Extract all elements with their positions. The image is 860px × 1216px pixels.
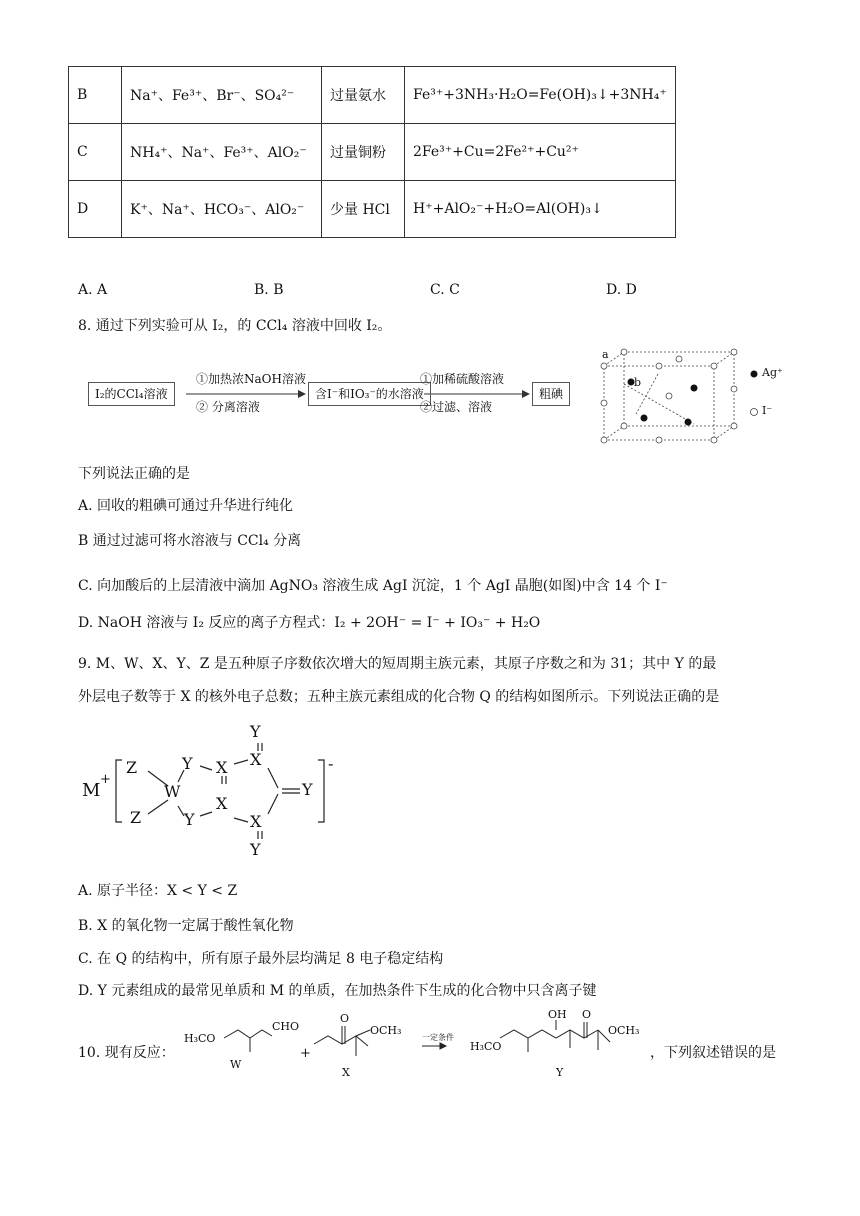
option-letter: D: [69, 181, 122, 238]
structure-X-2: X: [216, 794, 228, 813]
structure-X-1: X: [216, 758, 228, 777]
q8-figure: [78, 340, 838, 450]
flow-step-1a: ①加热浓NaOH溶液: [196, 372, 306, 386]
plus-sign: +: [300, 1046, 311, 1061]
w-label: W: [230, 1058, 242, 1071]
table-row: [69, 181, 676, 238]
x-label: X: [342, 1066, 350, 1079]
flow-step-2b: ②过滤、溶液: [420, 400, 493, 414]
q8-option-c: C. 向加酸后的上层清液中滴加 AgNO₃ 溶液生成 AgI 沉淀，1 个 AgI 晶胞(如图)中含 14 个 I⁻: [78, 578, 668, 594]
choice-d: D. D: [606, 282, 637, 298]
q9-option-b: B. X 的氧化物一定属于酸性氧化物: [78, 918, 294, 934]
flow-box-3: 粗碘: [532, 382, 570, 406]
ion-group: NH₄⁺、Na⁺、Fe³⁺、AlO₂⁻: [122, 124, 322, 181]
q9-option-c: C. 在 Q 的结构中，所有原子最外层均满足 8 电子稳定结构: [78, 951, 444, 967]
crystal-label-b: b: [634, 376, 642, 389]
y-o: O: [582, 1008, 592, 1021]
reaction-condition: 一定条件: [422, 1033, 454, 1042]
ionic-equation: Fe³⁺+3NH₃·H₂O=Fe(OH)₃↓+3NH₄⁺: [405, 67, 676, 124]
q8-option-d: D. NaOH 溶液与 I₂ 反应的离子方程式：I₂ + 2OH⁻ = I⁻ + IO₃⁻ + H₂O: [78, 615, 541, 631]
table-row: [69, 124, 676, 181]
q9-option-d: D. Y 元素组成的最常见单质和 M 的单质，在加热条件下生成的化合物中只含离子键: [78, 983, 597, 999]
q8-option-a: A. 回收的粗碘可通过升华进行纯化: [78, 498, 294, 514]
structure-W: W: [164, 782, 181, 801]
y-och3: OCH₃: [608, 1024, 640, 1037]
y-oh: OH: [548, 1008, 567, 1021]
q8-stem: 8. 通过下列实验可从 I₂，的 CCl₄ 溶液中回收 I₂。: [78, 318, 392, 334]
choice-c: C. C: [430, 282, 460, 298]
x-o: O: [340, 1012, 350, 1025]
ion-group: K⁺、Na⁺、HCO₃⁻、AlO₂⁻: [122, 181, 322, 238]
structure-Y-bottom: Y: [250, 840, 261, 859]
y-label: Y: [556, 1066, 564, 1079]
x-och3: OCH₃: [370, 1024, 402, 1037]
flow-box-1: I₂的CCl₄溶液: [88, 382, 175, 406]
reagent: 过量铜粉: [322, 124, 405, 181]
w-h3co: H₃CO: [184, 1032, 216, 1045]
agi-unit-cell-diagram: [596, 344, 796, 448]
options-table: [68, 66, 676, 238]
structure-Z-top: Z: [126, 758, 138, 777]
legend-ag: Ag⁺: [762, 366, 783, 379]
option-letter: C: [69, 124, 122, 181]
structure-Y-right: Y: [302, 780, 313, 799]
structure-Y-top: Y: [250, 722, 261, 741]
y-h3co: H₃CO: [470, 1040, 502, 1053]
crystal-label-a: a: [602, 348, 609, 361]
flow-step-1b: ② 分离溶液: [196, 400, 260, 414]
choice-a: A. A: [78, 282, 108, 298]
structure-Y-2: Y: [184, 810, 195, 829]
structure-M: M: [82, 780, 101, 801]
structure-Z-bottom: Z: [130, 808, 142, 827]
ion-group: Na⁺、Fe³⁺、Br⁻、SO₄²⁻: [122, 67, 322, 124]
ionic-equation: 2Fe³⁺+Cu=2Fe²⁺+Cu²⁺: [405, 124, 676, 181]
structure-minus: -: [328, 754, 334, 773]
w-cho: CHO: [272, 1020, 300, 1033]
q10-prefix: 10. 现有反应：: [78, 1045, 175, 1061]
structure-X-3: X: [250, 750, 262, 769]
q8-option-b: B 通过过滤可将水溶液与 CCl₄ 分离: [78, 533, 302, 549]
legend-i: I⁻: [762, 404, 773, 417]
reagent: 过量氨水: [322, 67, 405, 124]
structure-X-4: X: [250, 812, 262, 831]
structure-plus: +: [100, 772, 111, 787]
q10-suffix: ，下列叙述错误的是: [650, 1045, 776, 1061]
q9-stem-line-2: 外层电子数等于 X 的核外电子总数；五种主族元素组成的化合物 Q 的结构如图所示。下列说法正确的是: [78, 689, 720, 705]
ionic-equation: H⁺+AlO₂⁻+H₂O=Al(OH)₃↓: [405, 181, 676, 238]
table-row: [69, 67, 676, 124]
q9-option-a: A. 原子半径：X < Y < Z: [78, 883, 238, 899]
q8-prompt: 下列说法正确的是: [78, 466, 190, 482]
structure-Y-1: Y: [182, 754, 193, 773]
flow-step-2a: ①加稀硫酸溶液: [420, 372, 505, 386]
q10-reaction: [78, 1008, 798, 1092]
reagent: 少量 HCl: [322, 181, 405, 238]
q9-structure-diagram: [78, 716, 358, 864]
choice-b: B. B: [254, 282, 284, 298]
q9-stem-line-1: 9. M、W、X、Y、Z 是五种原子序数依次增大的短周期主族元素，其原子序数之和为 31；其中 Y 的最: [78, 656, 717, 672]
flow-box-2: 含I⁻和IO₃⁻的水溶液: [308, 382, 431, 406]
option-letter: B: [69, 67, 122, 124]
